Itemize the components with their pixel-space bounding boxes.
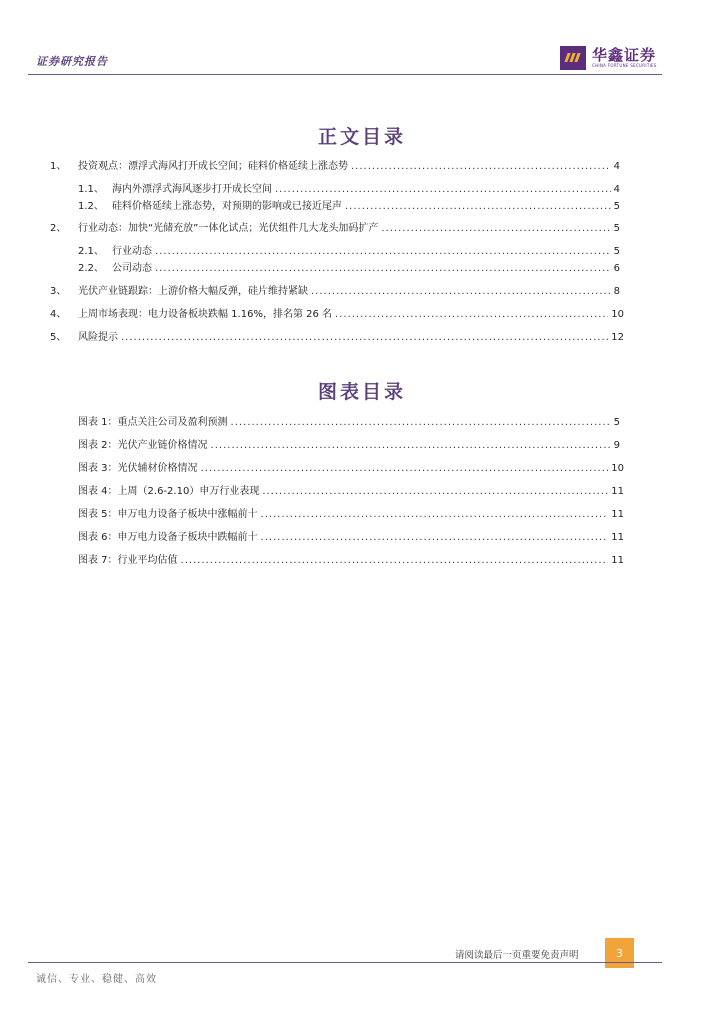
figure-entry-page: 11 [611, 532, 624, 543]
toc-entry[interactable] [50, 331, 624, 345]
figure-entry-page: 11 [611, 555, 624, 566]
header-divider [28, 74, 662, 75]
toc-entry-page: 5 [613, 246, 620, 257]
figure-entry-title: 图表 4：上周（2.6-2.10）申万行业表现 [78, 486, 260, 497]
toc-entry-number: 1、 [50, 161, 67, 172]
toc-entry[interactable] [78, 183, 620, 197]
toc-leader-dots [335, 308, 608, 322]
toc-entry-title: 公司动态 [112, 263, 152, 274]
toc-leader-dots [181, 554, 609, 568]
figure-entry-page: 10 [611, 463, 624, 474]
toc-entry-page: 8 [613, 286, 620, 297]
toc-entry-title: 风险提示 [78, 332, 118, 343]
toc-entry-number: 1.1、 [78, 184, 104, 195]
logo-name-cn: 华鑫证券 [592, 46, 657, 64]
toc-entry-page: 4 [613, 184, 620, 195]
toc-leader-dots [261, 531, 609, 545]
toc-entry[interactable] [50, 285, 620, 299]
toc-leader-dots [155, 245, 611, 259]
toc-entry-number: 1.2、 [78, 201, 104, 212]
toc-entry[interactable] [78, 245, 620, 259]
toc-entry-page: 5 [613, 223, 620, 234]
figure-entry[interactable] [78, 508, 624, 522]
toc-leader-dots [211, 439, 611, 453]
toc-entry[interactable] [50, 160, 620, 174]
figure-entry-page: 9 [613, 440, 620, 451]
toc-entry-title: 上周市场表现：电力设备板块跌幅 1.16%，排名第 26 名 [78, 309, 333, 320]
company-logo [560, 44, 657, 72]
toc-leader-dots [351, 160, 611, 174]
toc-entry[interactable] [50, 308, 624, 322]
figure-entry[interactable] [78, 462, 624, 476]
toc-leader-dots [121, 331, 608, 345]
toc-leader-dots [155, 262, 611, 276]
logo-mark-icon [560, 46, 586, 70]
figure-entry[interactable] [78, 416, 620, 430]
toc-entry[interactable] [78, 200, 620, 214]
toc-leader-dots [275, 183, 611, 197]
toc-entry-number: 2.2、 [78, 263, 104, 274]
toc-entry[interactable] [50, 222, 620, 236]
logo-name-en: CHINA FORTUNE SECURITIES [592, 63, 657, 68]
toc-entry-number: 5、 [50, 332, 67, 343]
toc-entry-title: 硅料价格延续上涨态势，对预期的影响或已接近尾声 [112, 201, 342, 212]
figure-entry[interactable] [78, 485, 624, 499]
toc-leader-dots [261, 508, 609, 522]
figure-entry-title: 图表 7：行业平均估值 [78, 555, 178, 566]
toc-entry-page: 10 [611, 309, 624, 320]
company-motto: 诚信、专业、稳健、高效 [36, 974, 157, 985]
figure-entry-page: 11 [611, 509, 624, 520]
toc-leader-dots [345, 200, 611, 214]
toc-leader-dots [381, 222, 610, 236]
toc-entry-number: 4、 [50, 309, 67, 320]
toc-entry-page: 4 [613, 161, 620, 172]
toc-leader-dots [262, 485, 608, 499]
toc-leader-dots [201, 462, 609, 476]
toc-entry-page: 5 [613, 201, 620, 212]
figure-entry-title: 图表 3：光伏辅材价格情况 [78, 463, 198, 474]
toc-entry-title: 光伏产业链跟踪：上游价格大幅反弹，硅片维持紧缺 [78, 286, 308, 297]
toc-entry-page: 6 [613, 263, 620, 274]
report-type-label: 证券研究报告 [36, 55, 108, 68]
figure-entry-page: 5 [613, 417, 620, 428]
toc-entry-number: 3、 [50, 286, 67, 297]
figure-entry-page: 11 [611, 486, 624, 497]
toc-leader-dots [311, 285, 611, 299]
figure-entry-title: 图表 6：申万电力设备子板块中跌幅前十 [78, 532, 258, 543]
toc-entry-number: 2、 [50, 223, 67, 234]
figure-entry-title: 图表 2：光伏产业链价格情况 [78, 440, 208, 451]
toc-entry-title: 行业动态：加快“光储充放”一体化试点；光伏组件几大龙头加码扩产 [78, 223, 379, 234]
figure-entry[interactable] [78, 439, 620, 453]
toc-entry[interactable] [78, 262, 620, 276]
figure-toc-title: 图表目录 [317, 381, 406, 403]
toc-entry-title: 行业动态 [112, 246, 152, 257]
footer-divider [28, 962, 662, 963]
toc-entry-title: 海内外漂浮式海风逐步打开成长空间 [112, 184, 272, 195]
page-number-badge: 3 [605, 938, 634, 968]
disclaimer-note: 请阅读最后一页重要免责声明 [455, 950, 579, 961]
toc-entry-number: 2.1、 [78, 246, 104, 257]
figure-entry-title: 图表 5：申万电力设备子板块中涨幅前十 [78, 509, 258, 520]
toc-leader-dots [231, 416, 611, 430]
figure-entry[interactable] [78, 554, 624, 568]
figure-entry-title: 图表 1：重点关注公司及盈利预测 [78, 417, 228, 428]
toc-entry-page: 12 [611, 332, 624, 343]
body-toc-title: 正文目录 [317, 126, 406, 148]
figure-entry[interactable] [78, 531, 624, 545]
toc-entry-title: 投资观点：漂浮式海风打开成长空间；硅料价格延续上涨态势 [78, 161, 348, 172]
